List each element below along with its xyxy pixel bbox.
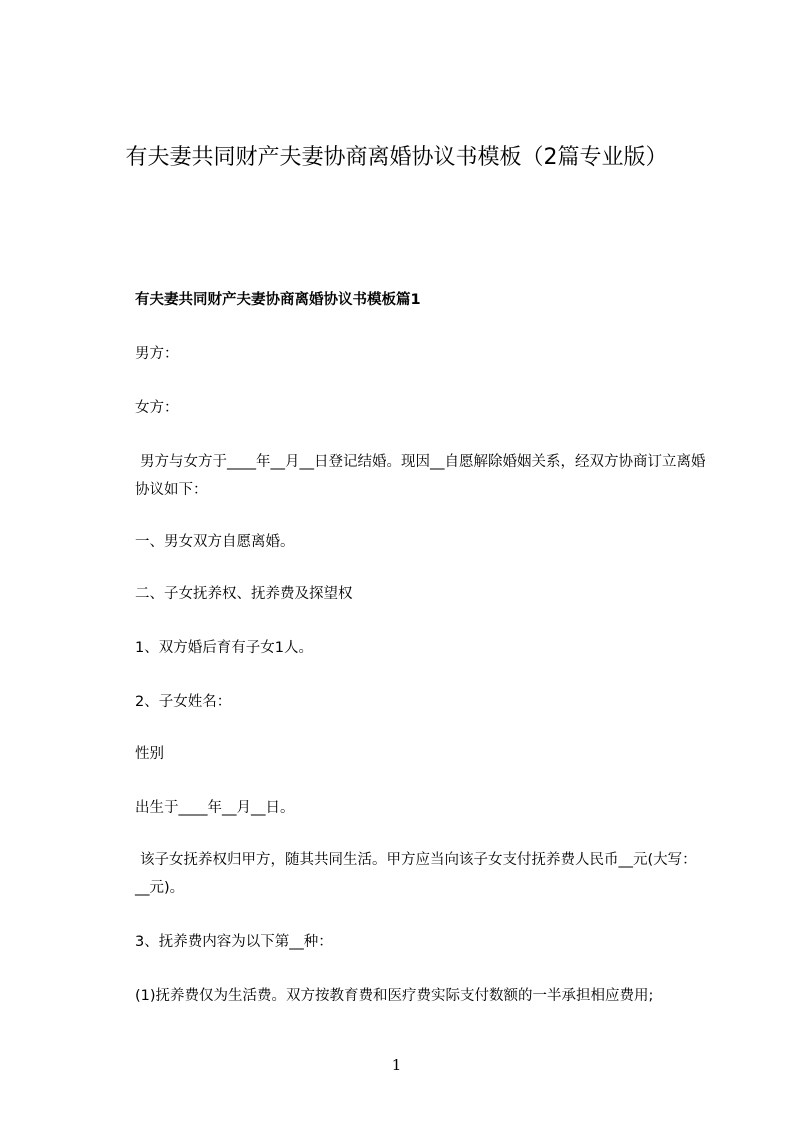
paragraph-male-party: 男方：	[135, 346, 179, 362]
paragraph-children-count: 1、双方婚后育有子女1人。	[135, 640, 313, 656]
paragraph-gender: 性别	[135, 746, 164, 762]
paragraph-clause-1: 一、男女双方自愿离婚。	[135, 534, 295, 550]
paragraph-support-option-1: (1)抚养费仅为生活费。双方按教育费和医疗费实际支付数额的一半承担相应费用;	[135, 988, 654, 1004]
paragraph-custody: 该子女抚养权归甲方，随其共同生活。甲方应当向该子女支付抚养费人民币__元(大写：__元)。	[135, 852, 697, 896]
paragraph-marriage-registration: 男方与女方于____年__月__日登记结婚。现因__自愿解除婚姻关系，经双方协商订立离婚协议如下：	[135, 454, 706, 498]
paragraph-female-party: 女方：	[135, 400, 179, 416]
section-heading: 有夫妻共同财产夫妻协商离婚协议书模板篇1	[135, 292, 421, 308]
page-number: 1	[391, 1056, 402, 1074]
paragraph-child-name: 2、子女姓名：	[135, 694, 232, 710]
paragraph-support-content: 3、抚养费内容为以下第__种：	[135, 934, 333, 950]
paragraph-clause-2: 二、子女抚养权、抚养费及探望权	[135, 586, 353, 602]
document-title: 有夫妻共同财产夫妻协商离婚协议书模板（2篇专业版）	[125, 145, 668, 170]
paragraph-birth-date: 出生于____年__月__日。	[135, 800, 295, 816]
